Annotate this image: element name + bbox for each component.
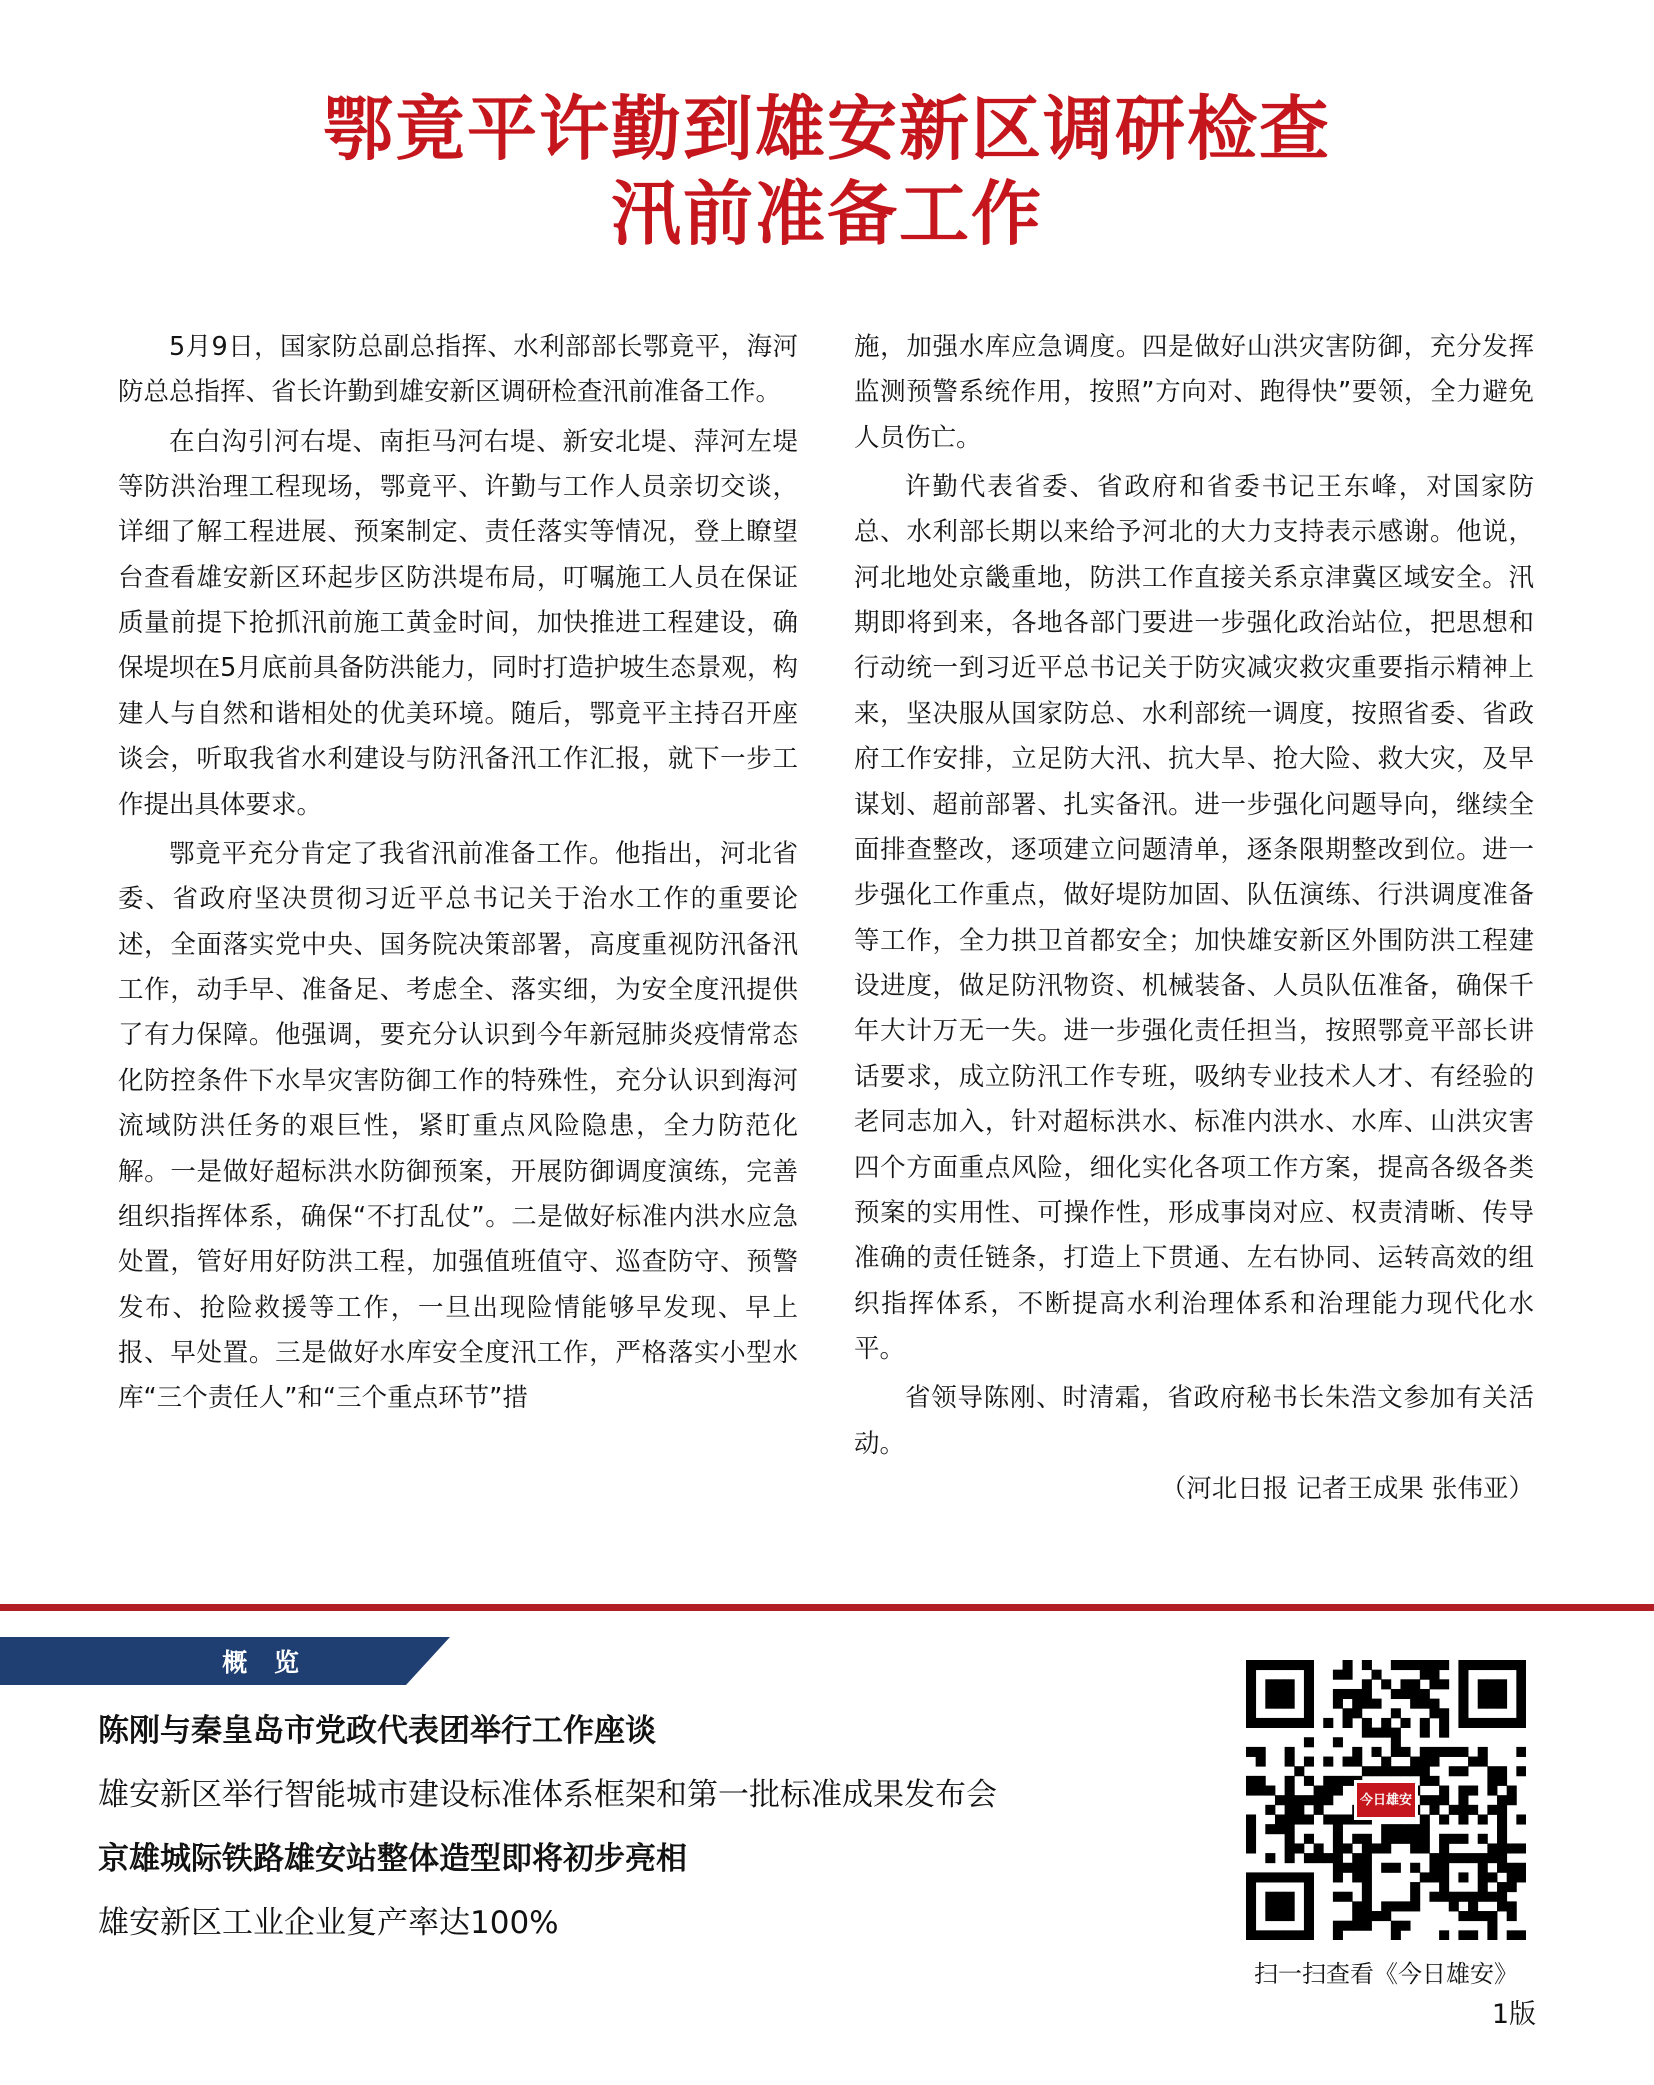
article-byline: （河北日报 记者王成果 张伟亚）	[1160, 1474, 1534, 1505]
qr-code-image[interactable]	[1246, 1660, 1526, 1940]
article-column-right	[854, 325, 1534, 1517]
paragraph: 5月9日，国家防总副总指挥、水利部部长鄂竟平，海河防总总指挥、省长许勤到雄安新区调研检查汛前准备工作。	[118, 331, 798, 408]
list-item[interactable]: 雄安新区工业企业复产率达100%	[98, 1905, 559, 1941]
headline-line-2: 汛前准备工作	[611, 172, 1043, 256]
overview-label: 概 览	[222, 1648, 308, 1677]
qr-code-block[interactable]	[1236, 1660, 1536, 1989]
overview-band	[0, 1637, 450, 1685]
paragraph: 施，加强水库应急调度。四是做好山洪灾害防御，充分发挥监测预警系统作用，按照”方向对、跑得快”要领，全力避免人员伤亡。	[854, 331, 1534, 453]
paragraph: 鄂竟平充分肯定了我省汛前准备工作。他指出，河北省委、省政府坚决贯彻习近平总书记关于治水工作的重要论述，全面落实党中央、国务院决策部署，高度重视防汛备汛工作，动手早、准备足、考虑全、落实细，为安全度汛提供了有力保障。他强调，要充分认识到今年新冠肺炎疫情常态化防控条件下水旱灾害防御工作的特殊性，充分认识到海河流域防洪任务的艰巨性，紧盯重点风险隐患，全力防范化解。一是做好超标洪水防御预案，开展防御调度演练，完善组织指挥体系，确保“不打乱仗”。二是做好标准内洪水应急处置，管好用好防洪工程，加强值班值守、巡查防守、预警发布、抢险救援等工作，一旦出现险情能够早发现、早上报、早处置。三是做好水库安全度汛工作，严格落实小型水库“三个责任人”和“三个重点环节”措	[118, 838, 798, 1414]
page-title	[118, 0, 1536, 267]
list-item[interactable]: 京雄城际铁路雄安站整体造型即将初步亮相	[98, 1841, 687, 1877]
overview-headline-list	[98, 1713, 1158, 1972]
list-item[interactable]: 陈刚与秦皇岛市党政代表团举行工作座谈	[98, 1713, 656, 1749]
list-item[interactable]: 雄安新区举行智能城市建设标准体系框架和第一批标准成果发布会	[98, 1777, 997, 1813]
page-number: 1版	[1491, 1999, 1536, 2030]
qr-center-logo: 今日雄安	[1354, 1780, 1418, 1820]
section-divider	[0, 1604, 1654, 1611]
headline-line-1: 鄂竟平许勤到雄安新区调研检查	[323, 87, 1331, 170]
paragraph: 省领导陈刚、时清霜，省政府秘书长朱浩文参加有关活动。	[854, 1383, 1534, 1459]
article-body	[118, 325, 1536, 1517]
paragraph: 许勤代表省委、省政府和省委书记王东峰，对国家防总、水利部长期以来给予河北的大力支持表示感谢。他说，河北地处京畿重地，防洪工作直接关系京津冀区域安全。汛期即将到来，各地各部门要进一步强化政治站位，把思想和行动统一到习近平总书记关于防灾减灾救灾重要指示精神上来，坚决服从国家防总、水利部统一调度，按照省委、省政府工作安排，立足防大汛、抗大旱、抢大险、救大灾，及早谋划、超前部署、扎实备汛。进一步强化问题导向，继续全面排查整改，逐项建立问题清单，逐条限期整改到位。进一步强化工作重点，做好堤防加固、队伍演练、行洪调度准备等工作，全力拱卫首都安全；加快雄安新区外围防洪工程建设进度，做足防汛物资、机械装备、人员队伍准备，确保千年大计万无一失。进一步强化责任担当，按照鄂竟平部长讲话要求，成立防汛工作专班，吸纳专业技术人才、有经验的老同志加入，针对超标洪水、标准内洪水、水库、山洪灾害四个方面重点风险，细化实化各项工作方案，提高各级各类预案的实用性、可操作性，形成事岗对应、权责清晰、传导准确的责任链条，打造上下贯通、左右协同、运转高效的组织指挥体系，不断提高水利治理体系和治理能力现代化水平。	[854, 471, 1534, 1365]
qr-caption: 扫一扫查看《今日雄安》	[1254, 1960, 1518, 1988]
paragraph: 在白沟引河右堤、南拒马河右堤、新安北堤、萍河左堤等防洪治理工程现场，鄂竟平、许勤与工作人员亲切交谈，详细了解工程进展、预案制定、责任落实等情况，登上瞭望台查看雄安新区环起步区防洪堤布局，叮嘱施工人员在保证质量前提下抢抓汛前施工黄金时间，加快推进工程建设，确保堤坝在5月底前具备防洪能力，同时打造护坡生态景观，构建人与自然和谐相处的优美环境。随后，鄂竟平主持召开座谈会，听取我省水利建设与防汛备汛工作汇报，就下一步工作提出具体要求。	[118, 426, 798, 820]
article-column-left	[118, 325, 798, 1517]
